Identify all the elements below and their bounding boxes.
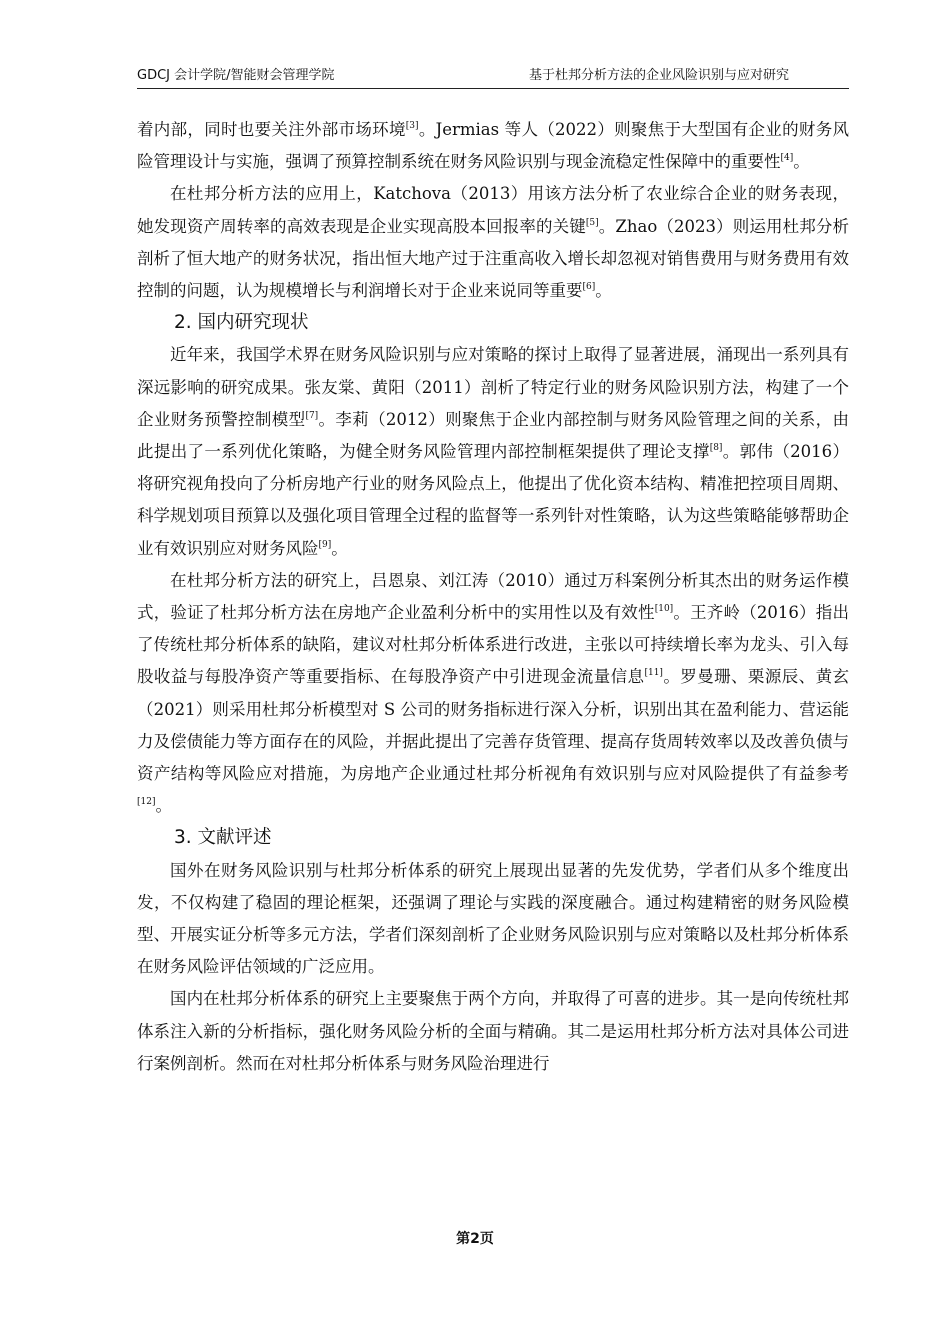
header-title: 基于杜邦分析方法的企业风险识别与应对研究: [528, 68, 789, 83]
citation: [12]: [137, 797, 156, 808]
section-heading-domestic: 2. 国内研究现状: [174, 312, 309, 334]
page-number: 第2页: [456, 1231, 494, 1247]
citation: [4]: [780, 153, 794, 164]
citation: [5]: [585, 217, 599, 228]
section-heading-review: 3. 文献评述: [174, 827, 272, 849]
running-header: [137, 66, 849, 89]
paragraph-review-foreign: 国外在财务风险识别与杜邦分析体系的研究上展现出显著的先发优势，学者们从多个维度出发，不仅构建了稳固的理论框架，还强调了理论与实践的深度融合。通过构建精密的财务风险模型、开展实证分析等多元方法，学者们深刻剖析了企业财务风险识别与应对策略以及杜邦分析体系在财务风险评估领域的广泛应用。: [137, 860, 849, 977]
paragraph-review-domestic: 国内在杜邦分析体系的研究上主要聚焦于两个方向，并取得了可喜的进步。其一是向传统杜邦体系注入新的分析指标，强化财务风险分析的全面与精确。其二是运用杜邦分析方法对具体公司进行案例剖析。然而在对杜邦分析体系与财务风险治理进行: [137, 989, 849, 1073]
citation: [3]: [405, 121, 419, 131]
citation: [9]: [318, 539, 332, 550]
paragraph-dupont-foreign: 在杜邦分析方法的应用上，Katchova（2013）用该方法分析了农业综合企业的财务表现，她发现资产周转率的高效表现是企业实现高股本回报率的关键[5]。Zhao（2023）则运用杜邦分析剖析了恒大地产的财务状况，指出恒大地产过于注重高收入增长却忽视对销售费用与财务费用有效控制的问题，认为规模增长与利润增长对于企业来说同等重要[6]。: [137, 184, 849, 301]
body-text: [137, 114, 849, 1080]
citation: [6]: [582, 282, 596, 293]
citation: [11]: [644, 668, 663, 679]
citation: [7]: [305, 410, 319, 421]
paragraph-domestic-dupont: 在杜邦分析方法的研究上，吕恩泉、刘江涛（2010）通过万科案例分析其杰出的财务运作模式，验证了杜邦分析方法在房地产企业盈利分析中的实用性以及有效性[10]。王齐岭（2016）指出了传统杜邦分析体系的缺陷，建议对杜邦分析体系进行改进，主张以可持续增长率为龙头、引入每股收益与每股净资产等重要指标、在每股净资产中引进现金流量信息[11]。罗曼珊、栗源辰、黄玄（2021）则采用杜邦分析模型对 S 公司的财务指标进行深入分析，识别出其在盈利能力、营运能力及偿债能力等方面存在的风险，并据此提出了完善存货管理、提高存货周转效率以及改善负债与资产结构等风险应对措施，为房地产企业通过杜邦分析视角有效识别与应对风险提供了有益参考[12]。: [137, 570, 850, 816]
paragraph-domestic-risk: 近年来，我国学术界在财务风险识别与应对策略的探讨上取得了显著进展，涌现出一系列具有深远影响的研究成果。张友棠、黄阳（2011）剖析了特定行业的财务风险识别方法，构建了一个企业财务预警控制模型[7]。李莉（2012）则聚焦于企业内部控制与财务风险管理之间的关系，由此提出了一系列优化策略，为健全财务风险管理内部控制框架提供了理论支撑[8]。郭伟（2016）将研究视角投向了分析房地产行业的财务风险点上，他提出了优化资本结构、精准把控项目周期、科学规划项目预算以及强化项目管理全过程的监督等一系列针对性策略，认为这些策略能够帮助企业有效识别应对财务风险[9]。: [137, 345, 849, 558]
header-institution: GDCJ 会计学院/智能财会管理学院: [137, 68, 335, 83]
citation: [10]: [654, 604, 674, 615]
paragraph-foreign-research-continued: 着内部，同时也要关注外部市场环境[3]。Jermias 等人（2022）则聚焦于大型国有企业的财务风险管理设计与实施，强调了预算控制系统在财务风险识别与现金流稳定性保障中的重要性[4]。: [137, 120, 849, 172]
citation: [8]: [709, 443, 723, 454]
